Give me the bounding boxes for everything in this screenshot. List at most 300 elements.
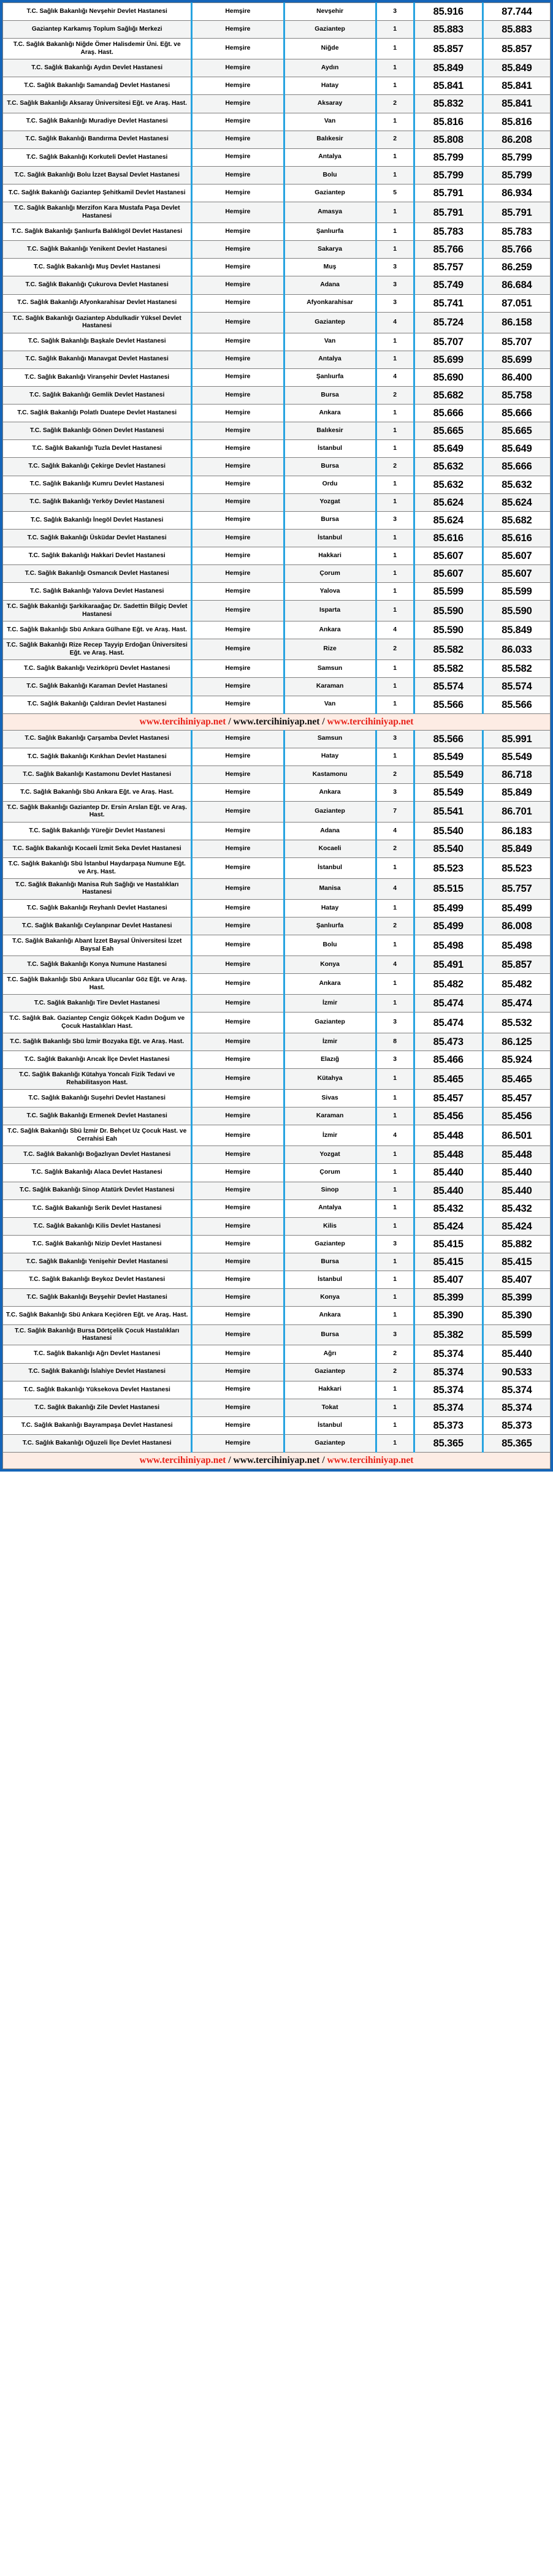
cell-min-score: 85.374: [414, 1345, 482, 1363]
table-row: [3, 822, 551, 840]
cell-city: Van: [284, 113, 376, 131]
cell-city: Van: [284, 333, 376, 351]
table-row: [3, 39, 551, 59]
cell-quota: 4: [376, 1125, 414, 1146]
cell-quota: 1: [376, 223, 414, 241]
cell-max-score: 85.699: [482, 351, 550, 368]
cell-institution: T.C. Sağlık Bakanlığı Yenikent Devlet Hastanesi: [3, 241, 192, 259]
cell-min-score: 85.540: [414, 822, 482, 840]
table-row: [3, 766, 551, 783]
cell-quota: 1: [376, 696, 414, 713]
cell-max-score: 86.684: [482, 276, 550, 294]
cell-institution: T.C. Sağlık Bakanlığı Başkale Devlet Hastanesi: [3, 333, 192, 351]
cell-quota: 2: [376, 1345, 414, 1363]
cell-institution: T.C. Sağlık Bakanlığı Sinop Atatürk Devlet Hastanesi: [3, 1182, 192, 1199]
cell-title: Hemşire: [192, 660, 284, 678]
table-row: [3, 1271, 551, 1289]
cell-min-score: 85.466: [414, 1051, 482, 1069]
cell-institution: T.C. Sağlık Bakanlığı Bayrampaşa Devlet Hastanesi: [3, 1416, 192, 1434]
cell-quota: 3: [376, 1051, 414, 1069]
cell-quota: 1: [376, 148, 414, 166]
cell-institution: T.C. Sağlık Bakanlığı Osmancık Devlet Hastanesi: [3, 565, 192, 583]
cell-city: Sinop: [284, 1182, 376, 1199]
cell-quota: 1: [376, 1217, 414, 1235]
cell-max-score: 86.718: [482, 766, 550, 783]
cell-min-score: 85.849: [414, 59, 482, 77]
cell-min-score: 85.799: [414, 166, 482, 184]
table-row: [3, 511, 551, 529]
cell-city: Gaziantep: [284, 1235, 376, 1253]
cell-institution: T.C. Sağlık Bakanlığı Konya Numune Hastanesi: [3, 956, 192, 974]
cell-institution: T.C. Sağlık Bakanlığı Samandağ Devlet Hastanesi: [3, 77, 192, 95]
cell-min-score: 85.883: [414, 21, 482, 39]
cell-max-score: 85.707: [482, 333, 550, 351]
table-row: [3, 386, 551, 404]
cell-max-score: 85.841: [482, 77, 550, 95]
cell-title: Hemşire: [192, 1253, 284, 1271]
cell-title: Hemşire: [192, 59, 284, 77]
table-row: [3, 368, 551, 386]
table-row: [3, 312, 551, 333]
cell-institution: T.C. Sağlık Bakanlığı Tire Devlet Hastanesi: [3, 995, 192, 1013]
cell-max-score: 85.465: [482, 1069, 550, 1090]
cell-title: Hemşire: [192, 368, 284, 386]
cell-max-score: 85.849: [482, 840, 550, 858]
cell-quota: 1: [376, 1253, 414, 1271]
cell-institution: Gaziantep Karkamış Toplum Sağlığı Merkezi: [3, 21, 192, 39]
watermark-row-bottom: [3, 1453, 551, 1469]
cell-min-score: 85.841: [414, 77, 482, 95]
cell-city: İstanbul: [284, 529, 376, 547]
cell-city: Aydın: [284, 59, 376, 77]
cell-title: Hemşire: [192, 730, 284, 748]
table-row: [3, 1090, 551, 1108]
cell-institution: T.C. Sağlık Bakanlığı Beyşehir Devlet Hastanesi: [3, 1289, 192, 1307]
cell-city: Çorum: [284, 565, 376, 583]
cell-min-score: 85.474: [414, 995, 482, 1013]
cell-quota: 1: [376, 1164, 414, 1182]
cell-title: Hemşire: [192, 202, 284, 223]
cell-city: Niğde: [284, 39, 376, 59]
cell-max-score: 85.607: [482, 565, 550, 583]
cell-institution: T.C. Sağlık Bakanlığı Gemlik Devlet Hastanesi: [3, 386, 192, 404]
cell-quota: 1: [376, 1271, 414, 1289]
table-row: [3, 696, 551, 713]
table-row: [3, 639, 551, 660]
cell-min-score: 85.665: [414, 422, 482, 440]
cell-title: Hemşire: [192, 1345, 284, 1363]
cell-min-score: 85.499: [414, 918, 482, 935]
cell-min-score: 85.499: [414, 899, 482, 917]
table-row: [3, 547, 551, 565]
cell-min-score: 85.390: [414, 1307, 482, 1324]
cell-min-score: 85.632: [414, 476, 482, 493]
table-row: [3, 565, 551, 583]
cell-institution: T.C. Sağlık Bakanlığı Gaziantep Şehitkamil Devlet Hastanesi: [3, 184, 192, 202]
cell-quota: 1: [376, 678, 414, 696]
cell-quota: 8: [376, 1033, 414, 1051]
cell-quota: 1: [376, 405, 414, 422]
cell-max-score: 85.599: [482, 583, 550, 601]
cell-max-score: 85.373: [482, 1416, 550, 1434]
cell-city: Konya: [284, 1289, 376, 1307]
cell-title: Hemşire: [192, 294, 284, 312]
cell-city: Sivas: [284, 1090, 376, 1108]
cell-city: Van: [284, 696, 376, 713]
cell-min-score: 85.791: [414, 184, 482, 202]
cell-quota: 4: [376, 621, 414, 639]
table-row: [3, 1345, 551, 1363]
cell-min-score: 85.549: [414, 783, 482, 801]
cell-institution: T.C. Sağlık Bakanlığı Boğazlıyan Devlet Hastanesi: [3, 1146, 192, 1164]
cell-quota: 5: [376, 184, 414, 202]
watermark-separator-2: /: [319, 1455, 327, 1466]
cell-min-score: 85.374: [414, 1381, 482, 1399]
cell-min-score: 85.549: [414, 766, 482, 783]
cell-quota: 1: [376, 1108, 414, 1125]
cell-max-score: 86.701: [482, 802, 550, 823]
table-row: [3, 1307, 551, 1324]
cell-city: Çorum: [284, 1164, 376, 1182]
cell-title: Hemşire: [192, 422, 284, 440]
cell-title: Hemşire: [192, 148, 284, 166]
cell-quota: 1: [376, 1435, 414, 1453]
cell-max-score: 85.590: [482, 601, 550, 621]
cell-title: Hemşire: [192, 131, 284, 148]
watermark-part-2: www.tercihiniyap.net: [233, 1455, 320, 1466]
cell-quota: 1: [376, 1416, 414, 1434]
cell-title: Hemşire: [192, 1307, 284, 1324]
cell-min-score: 85.374: [414, 1399, 482, 1416]
cell-quota: 1: [376, 1199, 414, 1217]
cell-min-score: 85.632: [414, 458, 482, 476]
watermark-text: [140, 1455, 414, 1465]
table-row: [3, 294, 551, 312]
cell-min-score: 85.857: [414, 39, 482, 59]
table-row: [3, 1182, 551, 1199]
cell-institution: T.C. Sağlık Bakanlığı Sbü Ankara Eğt. ve Araş. Hast.: [3, 783, 192, 801]
cell-quota: 3: [376, 3, 414, 21]
cell-institution: T.C. Sağlık Bakanlığı Vezirköprü Devlet Hastanesi: [3, 660, 192, 678]
cell-institution: T.C. Sağlık Bakanlığı Zile Devlet Hastanesi: [3, 1399, 192, 1416]
cell-institution: T.C. Sağlık Bakanlığı Kastamonu Devlet Hastanesi: [3, 766, 192, 783]
cell-title: Hemşire: [192, 312, 284, 333]
table-row: [3, 1199, 551, 1217]
cell-max-score: 90.533: [482, 1363, 550, 1381]
cell-title: Hemşire: [192, 386, 284, 404]
cell-min-score: 85.415: [414, 1253, 482, 1271]
cell-title: Hemşire: [192, 748, 284, 766]
cell-institution: T.C. Sağlık Bakanlığı Polatlı Duatepe Devlet Hastanesi: [3, 405, 192, 422]
cell-title: Hemşire: [192, 95, 284, 113]
cell-title: Hemşire: [192, 276, 284, 294]
cell-title: Hemşire: [192, 1271, 284, 1289]
table-row: [3, 405, 551, 422]
cell-max-score: 85.498: [482, 935, 550, 956]
cell-title: Hemşire: [192, 601, 284, 621]
cell-max-score: 85.440: [482, 1345, 550, 1363]
cell-institution: T.C. Sağlık Bakanlığı Kumru Devlet Hastanesi: [3, 476, 192, 493]
cell-institution: T.C. Sağlık Bakanlığı Şarkikaraağaç Dr. Sadettin Bilgiç Devlet Hastanesi: [3, 601, 192, 621]
cell-city: Sakarya: [284, 241, 376, 259]
table-row: [3, 974, 551, 995]
cell-institution: T.C. Sağlık Bakanlığı Serik Devlet Hastanesi: [3, 1199, 192, 1217]
watermark-part-3: www.tercihiniyap.net: [327, 716, 414, 727]
cell-title: Hemşire: [192, 1381, 284, 1399]
table-row: [3, 148, 551, 166]
cell-institution: T.C. Sağlık Bakanlığı Bolu İzzet Baysal Devlet Hastanesi: [3, 166, 192, 184]
cell-quota: 1: [376, 422, 414, 440]
cell-min-score: 85.682: [414, 386, 482, 404]
cell-min-score: 85.407: [414, 1271, 482, 1289]
cell-institution: T.C. Sağlık Bakanlığı Yüreğir Devlet Hastanesi: [3, 822, 192, 840]
cell-city: Şanlıurfa: [284, 223, 376, 241]
cell-title: Hemşire: [192, 1199, 284, 1217]
table-row: [3, 440, 551, 458]
cell-min-score: 85.590: [414, 601, 482, 621]
cell-quota: 2: [376, 458, 414, 476]
table-row: [3, 601, 551, 621]
cell-title: Hemşire: [192, 858, 284, 879]
cell-title: Hemşire: [192, 241, 284, 259]
cell-title: Hemşire: [192, 1363, 284, 1381]
cell-title: Hemşire: [192, 918, 284, 935]
table-row: [3, 1033, 551, 1051]
cell-title: Hemşire: [192, 476, 284, 493]
cell-city: Manisa: [284, 879, 376, 900]
cell-institution: T.C. Sağlık Bakanlığı Sbü Ankara Gülhane Eğt. ve Araş. Hast.: [3, 621, 192, 639]
table-row: [3, 621, 551, 639]
cell-city: Bolu: [284, 166, 376, 184]
cell-institution: T.C. Sağlık Bakanlığı Rize Recep Tayyip Erdoğan Üniversitesi Eğt. ve Araş. Hast.: [3, 639, 192, 660]
cell-institution: T.C. Sağlık Bakanlığı Arıcak İlçe Devlet Hastanesi: [3, 1051, 192, 1069]
cell-max-score: 85.857: [482, 39, 550, 59]
cell-city: Konya: [284, 956, 376, 974]
cell-city: Yozgat: [284, 493, 376, 511]
cell-max-score: 85.448: [482, 1146, 550, 1164]
cell-city: Samsun: [284, 730, 376, 748]
cell-city: Hakkari: [284, 547, 376, 565]
cell-title: Hemşire: [192, 935, 284, 956]
cell-max-score: 85.523: [482, 858, 550, 879]
cell-title: Hemşire: [192, 995, 284, 1013]
cell-max-score: 86.400: [482, 368, 550, 386]
table-row: [3, 493, 551, 511]
cell-max-score: 85.415: [482, 1253, 550, 1271]
cell-min-score: 85.523: [414, 858, 482, 879]
cell-title: Hemşire: [192, 493, 284, 511]
cell-max-score: 86.208: [482, 131, 550, 148]
cell-institution: T.C. Sağlık Bakanlığı Hakkari Devlet Hastanesi: [3, 547, 192, 565]
cell-title: Hemşire: [192, 840, 284, 858]
cell-institution: T.C. Sağlık Bakanlığı Sbü İstanbul Haydarpaşa Numune Eğt. ve Arş. Hast.: [3, 858, 192, 879]
cell-max-score: 85.791: [482, 202, 550, 223]
cell-quota: 7: [376, 802, 414, 823]
cell-city: İzmir: [284, 1033, 376, 1051]
cell-max-score: 85.549: [482, 748, 550, 766]
cell-quota: 4: [376, 312, 414, 333]
cell-max-score: 85.440: [482, 1182, 550, 1199]
cell-min-score: 85.749: [414, 276, 482, 294]
table-row: [3, 802, 551, 823]
cell-institution: T.C. Sağlık Bakanlığı Reyhanlı Devlet Hastanesi: [3, 899, 192, 917]
cell-min-score: 85.457: [414, 1090, 482, 1108]
cell-min-score: 85.465: [414, 1069, 482, 1090]
cell-max-score: 85.616: [482, 529, 550, 547]
cell-max-score: 85.758: [482, 386, 550, 404]
cell-min-score: 85.599: [414, 583, 482, 601]
cell-city: Rize: [284, 639, 376, 660]
cell-quota: 3: [376, 730, 414, 748]
cell-title: Hemşire: [192, 1235, 284, 1253]
cell-institution: T.C. Sağlık Bakanlığı Muş Devlet Hastanesi: [3, 259, 192, 276]
cell-min-score: 85.616: [414, 529, 482, 547]
table-row: [3, 351, 551, 368]
cell-max-score: 85.532: [482, 1013, 550, 1033]
cell-min-score: 85.724: [414, 312, 482, 333]
cell-max-score: 85.607: [482, 547, 550, 565]
cell-city: Elazığ: [284, 1051, 376, 1069]
cell-min-score: 85.590: [414, 621, 482, 639]
cell-min-score: 85.624: [414, 493, 482, 511]
cell-city: Gaziantep: [284, 802, 376, 823]
cell-min-score: 85.566: [414, 730, 482, 748]
table-row: [3, 422, 551, 440]
cell-quota: 1: [376, 748, 414, 766]
cell-max-score: 85.457: [482, 1090, 550, 1108]
cell-institution: T.C. Sağlık Bakanlığı Kütahya Yoncalı Fizik Tedavi ve Rehabilitasyon Hast.: [3, 1069, 192, 1090]
cell-institution: T.C. Sağlık Bakanlığı Korkuteli Devlet Hastanesi: [3, 148, 192, 166]
cell-min-score: 85.916: [414, 3, 482, 21]
cell-city: Şanlıurfa: [284, 918, 376, 935]
table-row: [3, 59, 551, 77]
cell-max-score: 85.882: [482, 1235, 550, 1253]
cell-city: Samsun: [284, 660, 376, 678]
cell-max-score: 85.766: [482, 241, 550, 259]
cell-city: Nevşehir: [284, 3, 376, 21]
cell-quota: 1: [376, 1289, 414, 1307]
cell-min-score: 85.456: [414, 1108, 482, 1125]
cell-max-score: 85.407: [482, 1271, 550, 1289]
table-row: [3, 1125, 551, 1146]
cell-max-score: 86.125: [482, 1033, 550, 1051]
cell-min-score: 85.374: [414, 1363, 482, 1381]
cell-max-score: 85.649: [482, 440, 550, 458]
cell-max-score: 85.841: [482, 95, 550, 113]
cell-quota: 1: [376, 565, 414, 583]
cell-quota: 1: [376, 1182, 414, 1199]
cell-min-score: 85.482: [414, 974, 482, 995]
table-row: [3, 678, 551, 696]
cell-max-score: 85.566: [482, 696, 550, 713]
cell-max-score: 85.849: [482, 621, 550, 639]
cell-institution: T.C. Sağlık Bakanlığı Viranşehir Devlet Hastanesi: [3, 368, 192, 386]
cell-min-score: 85.515: [414, 879, 482, 900]
cell-institution: T.C. Sağlık Bakanlığı Üsküdar Devlet Hastanesi: [3, 529, 192, 547]
cell-title: Hemşire: [192, 621, 284, 639]
cell-institution: T.C. Sağlık Bakanlığı Çaldıran Devlet Hastanesi: [3, 696, 192, 713]
cell-city: Balıkesir: [284, 422, 376, 440]
cell-min-score: 85.808: [414, 131, 482, 148]
cell-title: Hemşire: [192, 766, 284, 783]
cell-title: Hemşire: [192, 1182, 284, 1199]
cell-max-score: 85.666: [482, 458, 550, 476]
cell-min-score: 85.365: [414, 1435, 482, 1453]
table-row: [3, 21, 551, 39]
cell-max-score: 87.744: [482, 3, 550, 21]
cell-min-score: 85.440: [414, 1164, 482, 1182]
cell-institution: T.C. Sağlık Bakanlığı Oğuzeli İlçe Devlet Hastanesi: [3, 1435, 192, 1453]
cell-city: Gaziantep: [284, 1435, 376, 1453]
cell-max-score: 85.849: [482, 783, 550, 801]
cell-institution: T.C. Sağlık Bakanlığı Gaziantep Abdulkadir Yüksel Devlet Hastanesi: [3, 312, 192, 333]
table-row: [3, 660, 551, 678]
cell-city: Gaziantep: [284, 1013, 376, 1033]
cell-min-score: 85.741: [414, 294, 482, 312]
cell-title: Hemşire: [192, 583, 284, 601]
cell-max-score: 85.374: [482, 1381, 550, 1399]
cell-min-score: 85.690: [414, 368, 482, 386]
cell-quota: 2: [376, 918, 414, 935]
cell-min-score: 85.574: [414, 678, 482, 696]
cell-title: Hemşire: [192, 1289, 284, 1307]
cell-institution: T.C. Sağlık Bakanlığı Çarşamba Devlet Hastanesi: [3, 730, 192, 748]
cell-min-score: 85.448: [414, 1125, 482, 1146]
table-row: [3, 899, 551, 917]
table-row: [3, 529, 551, 547]
table-row: [3, 223, 551, 241]
cell-title: Hemşire: [192, 333, 284, 351]
cell-institution: T.C. Sağlık Bakanlığı Ceylanpınar Devlet Hastanesi: [3, 918, 192, 935]
cell-min-score: 85.491: [414, 956, 482, 974]
cell-quota: 2: [376, 840, 414, 858]
cell-city: Ankara: [284, 783, 376, 801]
table-row: [3, 1324, 551, 1345]
cell-quota: 1: [376, 440, 414, 458]
table-row: [3, 730, 551, 748]
cell-city: İstanbul: [284, 1271, 376, 1289]
cell-quota: 3: [376, 511, 414, 529]
watermark-separator-1: /: [226, 1455, 234, 1466]
cell-city: Antalya: [284, 351, 376, 368]
cell-title: Hemşire: [192, 1217, 284, 1235]
cell-max-score: 87.051: [482, 294, 550, 312]
cell-min-score: 85.549: [414, 748, 482, 766]
cell-title: Hemşire: [192, 1069, 284, 1090]
cell-institution: T.C. Sağlık Bakanlığı Muradiye Devlet Hastanesi: [3, 113, 192, 131]
cell-max-score: 85.374: [482, 1399, 550, 1416]
cell-title: Hemşire: [192, 639, 284, 660]
table-row: [3, 1069, 551, 1090]
table-row: [3, 476, 551, 493]
cell-max-score: 85.440: [482, 1164, 550, 1182]
cell-title: Hemşire: [192, 547, 284, 565]
cell-max-score: 85.857: [482, 956, 550, 974]
cell-min-score: 85.832: [414, 95, 482, 113]
cell-institution: T.C. Sağlık Bakanlığı Bandırma Devlet Hastanesi: [3, 131, 192, 148]
table-row: [3, 995, 551, 1013]
cell-max-score: 86.501: [482, 1125, 550, 1146]
table-row: [3, 241, 551, 259]
cell-max-score: 85.390: [482, 1307, 550, 1324]
cell-min-score: 85.382: [414, 1324, 482, 1345]
cell-institution: T.C. Sağlık Bakanlığı Bursa Dörtçelik Çocuk Hastalıkları Hastanesi: [3, 1324, 192, 1345]
cell-quota: 1: [376, 493, 414, 511]
cell-institution: T.C. Sağlık Bakanlığı Yüksekova Devlet Hastanesi: [3, 1381, 192, 1399]
cell-min-score: 85.582: [414, 660, 482, 678]
table-row: [3, 166, 551, 184]
cell-institution: T.C. Sağlık Bakanlığı Sbü Ankara Keçiören Eğt. ve Araş. Hast.: [3, 1307, 192, 1324]
